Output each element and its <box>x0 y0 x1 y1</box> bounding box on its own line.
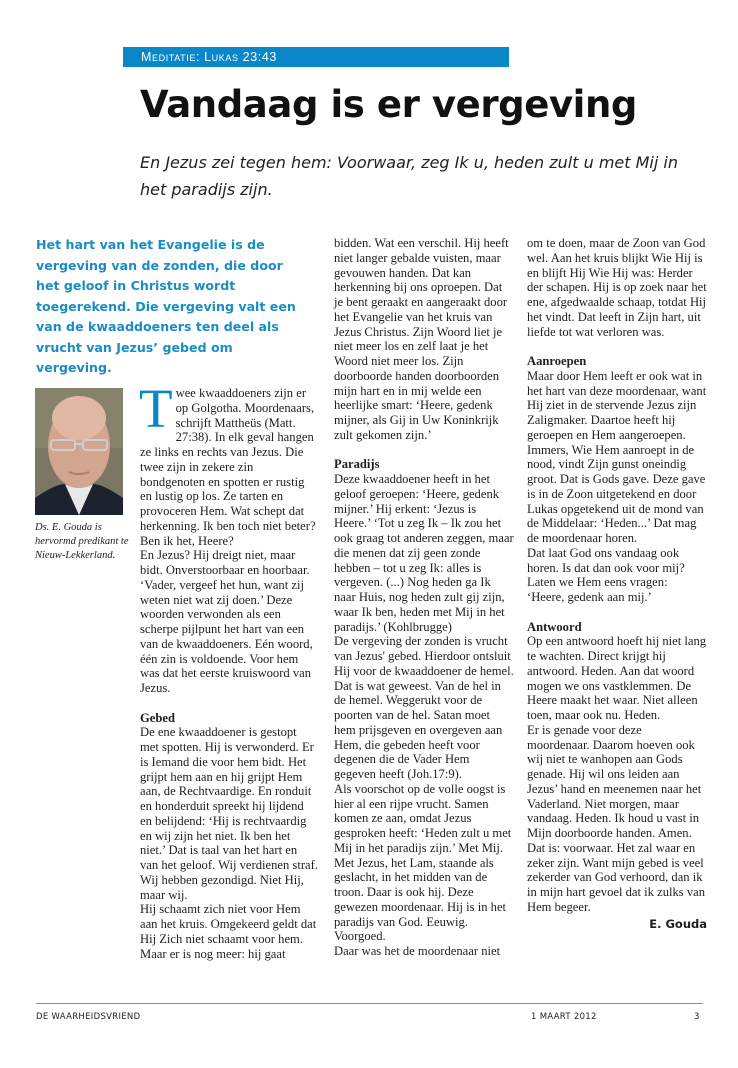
paragraph: Deze kwaaddoener heeft in het geloof geroepen: ‘Heere, gedenk mijner.’ Hij erkent: ‘Jezus is Heere.’ ‘Tot u zeg Ik – Ik zou het ook graag tot anderen zeggen, maar die menen dat zij geen zonde hebben – tot u zeg Ik: alles is vergeven. (...) Nog heden ga Ik naar Huis, nog heden zult gij zijn, waar Ik ben, heden met Mij in het paradijs.’ (Kohlbrugge) <box>334 472 514 634</box>
paragraph: Daar was het de moordenaar niet <box>334 944 501 958</box>
section-banner: Meditatie: Lukas 23:43 <box>123 47 509 67</box>
paragraph: De ene kwaaddoener is gestopt met spotten. Hij is verwonderd. Er is Iemand die voor hem bidt. Het grijpt hem aan en hij grijpt Hem aan, de Rechtvaardige. En ronduit en honderduit spreekt hij lijdend en belijdend: ‘Hij is rechtvaardig en wij zijn het niet. Ik ben het niet.’ Dat is taal van het hart en van het geloof. Wij verdienen straf. Wij hebben gezondigd. Niet Hij, maar wij. <box>140 725 318 902</box>
bible-verse-subtitle: En Jezus zei tegen hem: Voorwaar, zeg Ik u, heden zult u met Mij in het paradijs zijn. <box>140 153 678 199</box>
paragraph: om te doen, maar de Zoon van God wel. Aan het kruis blijkt Wie Hij is en blijft Hij Wie Hij was: Herder der schapen. Hij is op zoek naar het ene, afgedwaalde schaap, totdat Hij het vindt. Dat leeft in Zijn hart, uit liefde tot wat verloren was. <box>527 236 707 339</box>
subheading-gebed: Gebed <box>140 710 175 725</box>
footer-publication: DE WAARHEIDSVRIEND <box>36 1012 141 1022</box>
footer-date: 1 MAART 2012 <box>531 1012 597 1022</box>
paragraph: Als voorschot op de volle oogst is hier al een rijpe vrucht. Samen komen ze aan, omdat Jezus gesproken heeft: ‘Heden zult u met Mij in het paradijs zijn.’ Met Mij. Met Jezus, het Lam, staande als geslacht, in het midden van de troon. Daar is ook hij. Deze gewezen moordenaar. Hij is in het paradijs van God. Eeuwig. Voorgoed. <box>334 781 512 944</box>
paragraph: wee kwaaddoeners zijn er op Golgotha. Moordenaars, schrijft Mattheüs (Matt. 27:38). In elk geval hangen ze links en rechts van Jezus. Die twee zijn in zekere zin bondgenoten en spotten er rustig en lustig op los. Ze tarten en provoceren Hem. Wat schept dat herkenning. Ik ben toch niet beter? Ben ik het, Heere? <box>140 386 316 548</box>
lead-paragraph: Het hart van het Evangelie is de vergeving van de zonden, die door het geloof in Christus wordt toegerekend. Die vergeving valt een van de kwaaddoeners ten deel als vrucht van Jezus’ gebed om vergeving. <box>36 237 296 375</box>
author-photo <box>35 388 123 515</box>
article-column-1 <box>139 378 318 961</box>
subheading-paradijs: Paradijs <box>334 457 380 472</box>
paragraph: De vergeving der zonden is vrucht van Jezus' gebed. Hierdoor ontsluit Hij voor de kwaaddoener de hemel. Dat is wat geweest. Van de hel in de hemel. Weggerukt voor de poorten van de hel. Satan moet hem prijsgeven en overgeven aan Hem, die gebeden heeft voor degenen die de Vader Hem gegeven heeft (Joh.17:9). <box>334 634 514 781</box>
subheading-aanroepen: Aanroepen <box>527 354 587 368</box>
paragraph: bidden. Wat een verschil. Hij heeft niet langer gebalde vuisten, maar gevouwen handen. Dat kan herkenning bij ons oproepen. Dat je bent geraakt en aangeraakt door het Evangelie van het kruis van Jezus Christus. Zijn Woord liet je niet meer los en zelf laat je het Woord niet meer los. Zijn doorboorde handen doorboorden mijn hart en in mij welde een heerlijke smart: ‘Heere, gedenk mijner, als Gij in Uw Koninkrijk zult gekomen zijn.’ <box>334 236 509 442</box>
paragraph: Maar door Hem leeft er ook wat in het hart van deze moordenaar, want Hij ziet in de stervende Jezus zijn Zaligmaker. Daartoe heeft hij geroepen en Hem aangeroepen. Immers, Wie Hem aanroept in de nood, vindt Zijn gunst oneindig groot. Dat is Gods gave. Deze gave is in de Zoon uitgetekend en door Lukas opgetekend uit de mond van de Middelaar: ‘Heden...’ Dat mag de moordenaar horen. <box>527 368 707 545</box>
paragraph: Op een antwoord hoeft hij niet lang te wachten. Direct krijgt hij antwoord. Heden. Aan dat woord mogen we ons vastklemmen. De Heere maakt het waar. Niet alleen toen, maar ook nu. Heden. <box>527 634 707 722</box>
photo-caption: Ds. E. Gouda is hervormd predikant te Nieuw-Lekkerland. <box>35 522 129 561</box>
paragraph: En Jezus? Hij dreigt niet, maar bidt. Onverstoorbaar en hoorbaar. ‘Vader, vergeef het hun, want zij weten niet wat zij doen.’ Deze woorden verwonden als een scherpe pijlpunt het hart van een van de kwaaddoeners. Eén woord, één zin is voldoende. Voor hem was dat het eerste kruiswoord van Jezus. <box>140 548 313 695</box>
article-title: Vandaag is er vergeving <box>140 83 637 126</box>
article-column-2 <box>334 236 514 959</box>
portrait-image <box>35 388 123 515</box>
author-signature: E. Gouda <box>649 916 707 931</box>
paragraph: Er is genade voor deze moordenaar. Daarom hoeven ook wij niet te wanhopen aan Gods genade. Hij wil ons leiden aan Jezus’ hand en meenemen naar het Vaderland. Niet morgen, maar vandaag. Heden. Ik houd u vast in Mijn doorboorde handen. Amen. Dat is: voorwaar. Het zal waar en zeker zijn. Want mijn gebed is veel zekerder van God verhoord, dan ik in mijn hart gevoel dat ik zulks van Hem begeer. <box>527 722 706 914</box>
article-column-3 <box>527 236 707 931</box>
drop-cap: T <box>139 378 173 439</box>
footer-divider <box>36 1003 703 1004</box>
paragraph: Hij schaamt zich niet voor Hem aan het kruis. Omgekeerd geldt dat Hij Zich niet schaamt voor hem. Maar er is nog meer: hij gaat <box>140 902 317 961</box>
page-number: 3 <box>694 1012 700 1022</box>
paragraph: Dat laat God ons vandaag ook horen. Is dat dan ook voor mij? Laten we Hem eens vragen: ‘Heere, gedenk aan mij.’ <box>527 545 685 604</box>
subheading-antwoord: Antwoord <box>527 619 582 634</box>
